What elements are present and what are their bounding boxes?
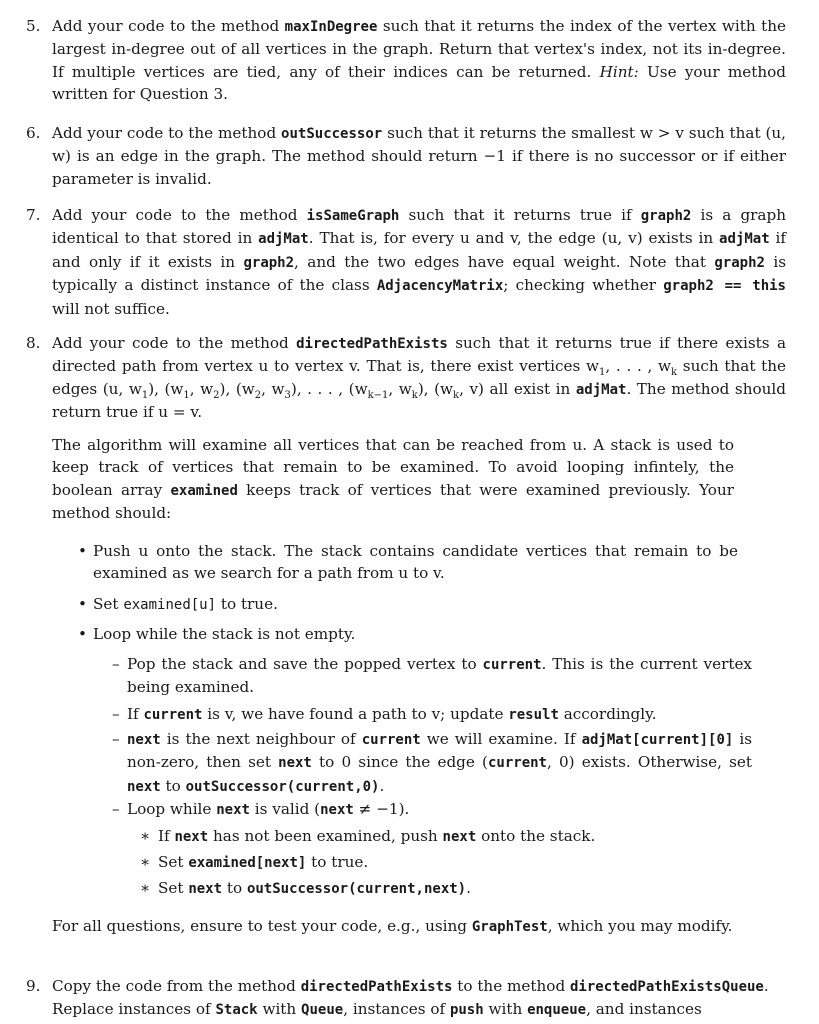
hint-label: Hint:	[599, 62, 639, 81]
code-term: AdjacencyMatrix	[376, 278, 504, 295]
bullet-mark: •	[78, 625, 87, 643]
code-term: directedPathExists	[300, 979, 453, 995]
code-term: next	[127, 778, 161, 795]
dash-mark: –	[112, 730, 120, 748]
question-number: 9.	[26, 977, 41, 995]
code-term: graph2	[714, 254, 765, 271]
question-8	[26, 332, 786, 424]
question-number: 7.	[26, 206, 41, 224]
question-7	[26, 204, 786, 320]
code-term: adjMat	[719, 231, 770, 248]
code-term: adjMat[current][0]	[581, 732, 734, 748]
question-number: 6.	[26, 124, 41, 142]
question-6	[26, 122, 786, 190]
code-term: examined[next]	[188, 855, 307, 871]
code-term: current	[143, 707, 203, 723]
bullet-set-examined: • Set examined[u] to true.	[78, 593, 738, 616]
sub-bullet-pop: – Pop the stack and save the popped vertex to current. This is the current vertex being examined.	[112, 655, 752, 697]
code-term: maxInDegree	[284, 19, 378, 35]
code-term: adjMat	[575, 381, 627, 398]
code-term: graph2 == this	[663, 278, 786, 295]
code-term: graph2	[243, 254, 295, 271]
question-text: Add your code to the method outSuccessor such that it returns the smallest w > v such that (u, w) is an edge in the graph. The method should return −1 if there is no successor or if either parameter is invalid.	[52, 124, 786, 188]
code-term: push	[449, 1002, 484, 1019]
code-term: next	[174, 829, 209, 845]
asterisk-mark: ∗	[140, 827, 151, 845]
code-term: outSuccessor(current,0)	[185, 778, 380, 795]
code-term: next	[216, 802, 250, 818]
subsub-bullet-push-next: ∗ If next has not been examined, push next onto the stack.	[140, 825, 740, 848]
code-term: adjMat	[258, 231, 309, 248]
code-term: next	[278, 755, 312, 772]
question-text: Add your code to the method maxInDegree such that it returns the index of the vertex with the largest in-degree out of all vertices in the graph. Return that vertex's index, not its in-degree. If multiple vertices are tied, any of their indices can be returned. Hint: Use your method written for Question 3.	[52, 17, 786, 104]
code-term: current	[361, 732, 421, 748]
code-term: outSuccessor	[281, 126, 383, 142]
question-text: Add your code to the method isSameGraph such that it returns true if graph2 is a graph identical to that stored in adjMat. That is, for every u and v, the edge (u, v) exists in adjMat if and only if it exists in graph2, and the two edges have equal weight. Note that graph2 is typically a distinct instance of the class AdjacencyMatrix; checking whether graph2 == this will not suffice.	[52, 206, 786, 318]
question-number: 5.	[26, 17, 41, 35]
dash-mark: –	[112, 705, 120, 723]
closing-paragraph: For all questions, ensure to test your code, e.g., using GraphTest, which you may modify.	[52, 917, 733, 935]
question-9	[26, 975, 816, 1022]
sub-bullet-found: – If current is v, we have found a path to v; update result accordingly.	[112, 703, 752, 726]
sub-bullet-loop-next: – Loop while next is valid (next ≠ −1).	[112, 798, 752, 821]
code-term: result	[508, 707, 559, 723]
sub-bullet-next: – next is the next neighbour of current we will examine. If adjMat[current][0] is non-zero, then set next to 0 since the edge (current, 0) exists. Otherwise, set next to outSuccessor(current,0).	[112, 730, 752, 795]
asterisk-mark: ∗	[140, 879, 151, 897]
question-5	[26, 15, 786, 106]
code-term: graph2	[640, 208, 692, 224]
subsub-bullet-set-examined: ∗ Set examined[next] to true.	[140, 851, 740, 874]
code-term: directedPathExistsQueue	[570, 979, 764, 995]
code-term: enqueue	[527, 1002, 587, 1019]
algorithm-intro: The algorithm will examine all vertices that can be reached from u. A stack is used to keep track of vertices that remain to be examined. To avoid looping infintely, the boolean array examined keeps track of vertices that were examined previously. Your method should:	[52, 436, 734, 523]
code-term: directedPathExists	[296, 336, 448, 352]
code-term: current	[482, 657, 542, 673]
bullet-mark: •	[78, 595, 87, 613]
code-term: next	[320, 802, 354, 818]
code-term: isSameGraph	[306, 208, 400, 224]
bullet-loop-stack: • Loop while the stack is not empty.	[78, 623, 738, 645]
code-term: Stack	[215, 1002, 258, 1019]
subsub-bullet-set-next: ∗ Set next to outSuccessor(current,next).	[140, 877, 740, 900]
code-term: examined[u]	[123, 597, 217, 613]
asterisk-mark: ∗	[140, 853, 151, 871]
question-number: 8.	[26, 334, 41, 352]
code-term: current	[487, 755, 547, 772]
code-term: GraphTest	[471, 919, 548, 935]
dash-mark: –	[112, 800, 120, 818]
code-term: next	[127, 732, 161, 748]
code-term: Queue	[301, 1002, 344, 1019]
bullet-push: • Push u onto the stack. The stack contains candidate vertices that remain to be examined as we search for a path from u to v.	[78, 542, 738, 583]
code-term: outSuccessor(current,next)	[246, 881, 467, 897]
code-term: examined	[170, 482, 238, 499]
question-text: Copy the code from the method directedPathExists to the method directedPathExistsQueue. Replace instances of Stack with Queue, instances of push with enqueue, and instances	[52, 977, 769, 1019]
code-term: next	[188, 881, 223, 897]
code-term: next	[442, 829, 477, 845]
question-text: Add your code to the method directedPathExists such that it returns true if there exists a directed path from vertex u to vertex v. That is, there exist vertices $w_1$, . . . , $w_k$ such that the edges (u, $w_1$), ($w_1$, $w_2$), ($w_2$, $w_3$), . . . , ($w_{k-1}$, $w_k$), ($w_k$, v) all exist in adjMat. The method should return true if u = v.	[52, 334, 787, 422]
bullet-mark: •	[78, 542, 87, 560]
dash-mark: –	[112, 655, 120, 673]
